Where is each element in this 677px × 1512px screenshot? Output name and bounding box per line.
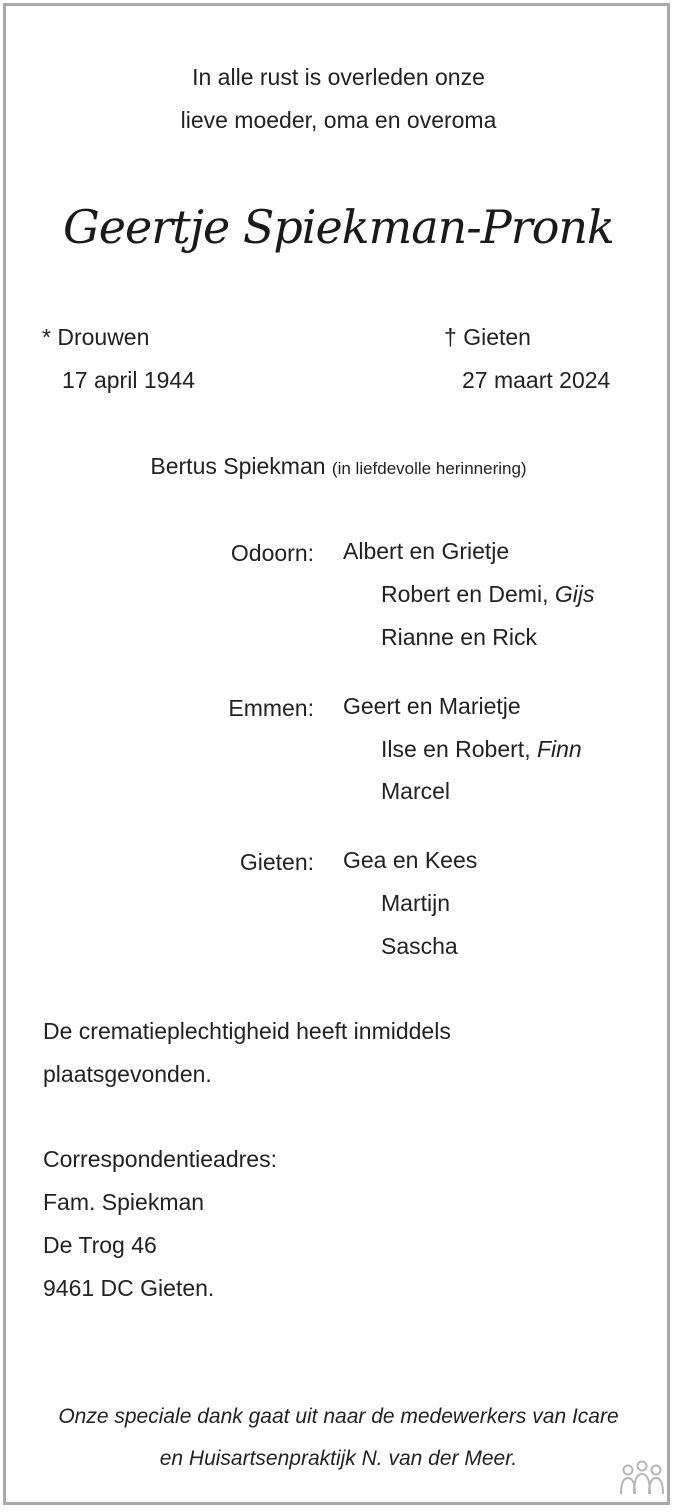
family-child: Martijn — [381, 890, 451, 916]
address-line-2: De Trog 46 — [43, 1232, 157, 1258]
spouse-line — [0, 455, 677, 478]
birth-date: 17 april 1944 — [62, 367, 195, 393]
family-child — [381, 738, 582, 761]
death-symbol: † — [444, 324, 457, 350]
child-names: Ilse en Robert, — [381, 736, 531, 762]
child-names: Robert en Demi, — [381, 581, 549, 607]
address-line-1: Fam. Spiekman — [43, 1189, 205, 1215]
family-couple: Geert en Marietje — [343, 693, 521, 719]
birth-place: Drouwen — [57, 324, 150, 350]
family-child: Sascha — [381, 933, 458, 959]
spouse-name: Bertus Spiekman — [150, 453, 326, 479]
deceased-name: Geertje Spiekman-Pronk — [63, 200, 614, 254]
death-place-line — [444, 326, 531, 349]
spouse-note: (in liefdevolle herinnering) — [331, 459, 527, 478]
cremation-line-1: De crematieplechtigheid heeft inmiddels — [43, 1018, 451, 1044]
death-date: 27 maart 2024 — [462, 367, 611, 393]
family-child: Rianne en Rick — [381, 624, 537, 650]
family-place: Emmen: — [228, 695, 314, 721]
family-child: Marcel — [381, 778, 451, 804]
cremation-line-2: plaatsgevonden. — [43, 1061, 212, 1087]
death-place: Gieten — [463, 324, 531, 350]
people-group-icon — [618, 1458, 666, 1498]
thanks-line-2: en Huisartsenpraktijk N. van der Meer. — [159, 1447, 518, 1470]
address-heading: Correspondentieadres: — [43, 1146, 277, 1172]
family-child — [381, 583, 594, 606]
thanks-line-1: Onze speciale dank gaat uit naar de medewerkers van Icare — [58, 1405, 619, 1428]
family-place: Odoorn: — [230, 540, 314, 566]
intro-line-2: lieve moeder, oma en overoma — [180, 107, 497, 133]
family-place: Gieten: — [239, 849, 314, 875]
family-couple: Gea en Kees — [343, 847, 478, 873]
birth-symbol: * — [42, 324, 51, 350]
birth-place-line — [42, 326, 149, 349]
address-line-3: 9461 DC Gieten. — [43, 1275, 215, 1301]
family-couple: Albert en Grietje — [343, 538, 510, 564]
grandchild-name: Gijs — [554, 581, 595, 607]
intro-line-1: In alle rust is overleden onze — [192, 64, 485, 90]
grandchild-name: Finn — [536, 736, 582, 762]
